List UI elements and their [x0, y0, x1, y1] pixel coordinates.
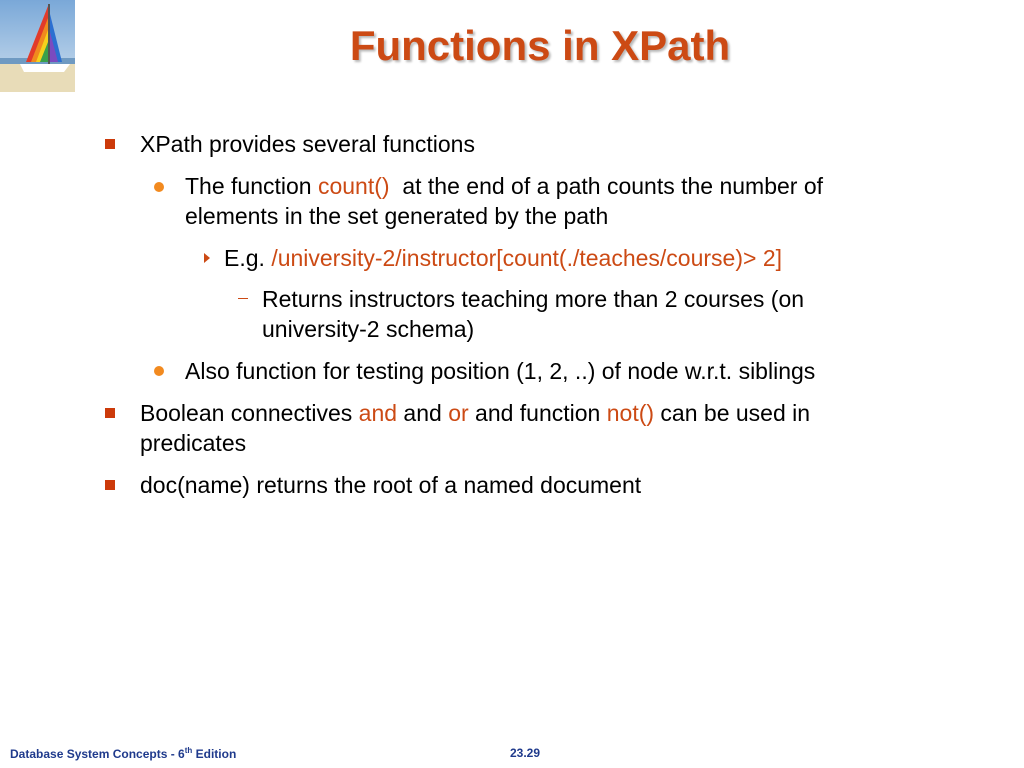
footer-book-title — [10, 746, 236, 761]
code-example-path: /university-2/instructor[count(./teaches/course)> 2] — [271, 245, 783, 271]
footer-book-pre: Database System Concepts - 6 — [10, 747, 185, 761]
text: The function — [185, 173, 318, 199]
bullet-boolean-connectives — [140, 398, 810, 428]
dash-bullet-icon — [238, 298, 248, 299]
square-bullet-icon — [105, 480, 115, 490]
text: Boolean connectives — [140, 400, 359, 426]
bullet-count-function — [185, 171, 823, 201]
square-bullet-icon — [105, 139, 115, 149]
slide-title: Functions in XPath — [349, 22, 731, 69]
bullet-count-function-line2: elements in the set generated by the path — [185, 203, 609, 229]
footer-page-number: 23.29 — [510, 746, 541, 760]
bullet-position-function: Also function for testing position (1, 2, ..) of node w.r.t. siblings — [185, 358, 816, 384]
square-bullet-icon — [105, 408, 115, 418]
text: and function — [468, 400, 607, 426]
bullet-returns-instructors-line2: university-2 schema) — [262, 316, 475, 342]
round-bullet-icon — [154, 182, 164, 192]
footer-book-sup: th — [184, 746, 193, 755]
footer-book-post: Edition — [192, 747, 237, 761]
triangle-bullet-icon — [204, 253, 210, 263]
bullet-xpath-functions: XPath provides several functions — [140, 131, 475, 157]
text: can be used in — [654, 400, 811, 426]
bullet-example — [224, 243, 782, 273]
keyword-or: or — [448, 400, 469, 426]
text: at the end of a path counts the number of — [389, 173, 824, 199]
bullet-boolean-connectives-line2: predicates — [140, 430, 247, 456]
round-bullet-icon — [154, 366, 164, 376]
keyword-and: and — [358, 400, 398, 426]
keyword-not: not() — [606, 400, 655, 426]
text: and — [397, 400, 449, 426]
bullet-doc-function: doc(name) returns the root of a named document — [140, 472, 642, 498]
text: E.g. — [224, 245, 272, 271]
bullet-returns-instructors: Returns instructors teaching more than 2 courses (on — [262, 286, 805, 312]
code-count: count() — [317, 173, 390, 199]
